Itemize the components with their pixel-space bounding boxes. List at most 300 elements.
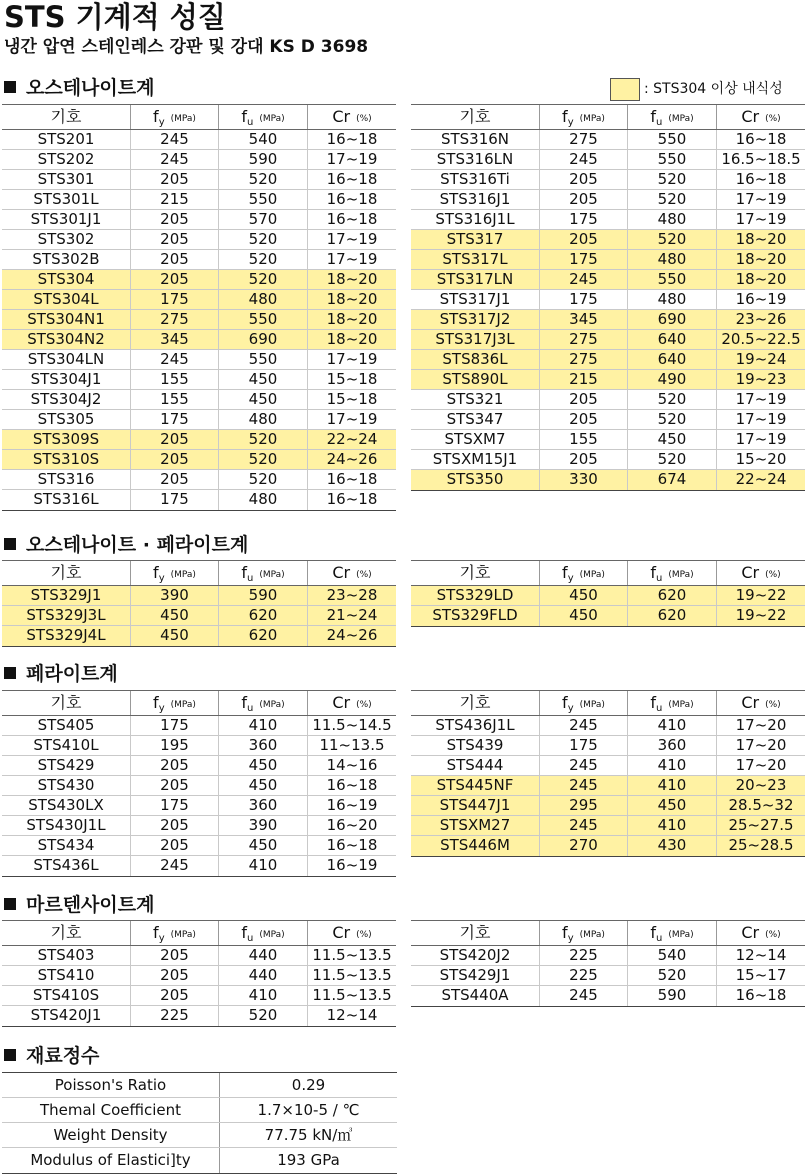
table-row (411, 370, 805, 390)
cell-fu: 480 (627, 250, 716, 269)
table-row (411, 150, 805, 170)
table-row (411, 390, 805, 410)
cell-symbol: STS329J1 (30, 586, 102, 604)
cell-symbol: STS420J1 (30, 1006, 102, 1024)
table-duplex-left (2, 560, 396, 647)
cell-cr: 20.5~22.5 (716, 330, 805, 349)
header-cr-label: Cr (741, 563, 760, 582)
cell-cr: 16~18 (307, 170, 396, 189)
cell-fy: 450 (130, 606, 218, 625)
cell-fu: 674 (627, 470, 716, 490)
cell-symbol: STS405 (37, 716, 95, 734)
header-fy (539, 691, 627, 715)
table-row (2, 946, 396, 966)
header-fu-subscript: u (655, 573, 663, 584)
cell-fu: 450 (218, 756, 307, 775)
cell-fy: 390 (130, 586, 218, 605)
cell-fy: 175 (539, 736, 627, 755)
table-row (2, 470, 396, 490)
cell-cr: 17~19 (307, 410, 396, 429)
cell-fu: 410 (218, 986, 307, 1005)
cell-symbol: STS347 (446, 410, 504, 428)
cell-symbol: STS317LN (436, 270, 514, 288)
cell-cr: 16~18 (716, 170, 805, 189)
header-fu-symbol: f (241, 693, 247, 712)
cell-cr: 12~14 (307, 1006, 396, 1026)
header-symbol: 기호 (50, 563, 82, 582)
cell-fy: 450 (130, 626, 218, 646)
table-header-row (411, 691, 805, 716)
cell-fu: 480 (218, 290, 307, 309)
header-fy-unit: (MPa) (170, 930, 196, 940)
cell-fy: 245 (539, 270, 627, 289)
cell-fy: 195 (130, 736, 218, 755)
header-fu-symbol: f (650, 563, 656, 582)
header-cr (716, 921, 805, 945)
cell-cr: 18~20 (307, 270, 396, 289)
table-row (2, 490, 396, 510)
cell-symbol: STS430J1L (26, 816, 106, 834)
header-symbol: 기호 (50, 693, 82, 712)
cell-fy: 245 (539, 150, 627, 169)
cell-cr: 19~22 (716, 606, 805, 626)
cell-fy: 205 (130, 946, 218, 965)
table-header-row (2, 921, 396, 946)
cell-symbol: STS305 (37, 410, 95, 428)
cell-fy: 205 (130, 230, 218, 249)
table-row (2, 586, 396, 606)
constant-label: Modulus of Elastici]ty (2, 1148, 220, 1173)
cell-cr: 17~19 (307, 150, 396, 169)
cell-symbol: STS321 (446, 390, 504, 408)
header-fy-symbol: f (153, 923, 159, 942)
cell-fu: 640 (627, 330, 716, 349)
header-fy-symbol: f (153, 693, 159, 712)
cell-fy: 175 (130, 796, 218, 815)
cell-symbol: STSXM27 (439, 816, 511, 834)
cell-fu: 640 (627, 350, 716, 369)
cell-fu: 520 (218, 250, 307, 269)
table-row (2, 626, 396, 646)
cell-symbol: STS304 (37, 270, 95, 288)
cell-symbol: STS447J1 (439, 796, 511, 814)
header-fy (539, 561, 627, 585)
header-fy (130, 561, 218, 585)
cell-cr: 19~23 (716, 370, 805, 389)
constant-value: 1.7×10-5 / ℃ (257, 1101, 360, 1119)
cell-symbol: STS316J1L (435, 210, 515, 228)
cell-cr: 16~18 (307, 190, 396, 209)
table-row (2, 390, 396, 410)
header-fy (130, 105, 218, 129)
cell-fy: 450 (539, 606, 627, 626)
cell-symbol: STS201 (37, 130, 95, 148)
cell-fu: 520 (218, 170, 307, 189)
cell-symbol: STS316L (33, 490, 99, 508)
cell-symbol: STS317J3L (435, 330, 515, 348)
cell-symbol: STS317 (446, 230, 504, 248)
cell-cr: 17~20 (716, 716, 805, 735)
cell-cr: 20~23 (716, 776, 805, 795)
cell-symbol: STS446M (440, 836, 510, 854)
cell-fy: 205 (130, 776, 218, 795)
header-fy-subscript: y (567, 117, 574, 128)
cell-symbol: STS420J2 (439, 946, 511, 964)
cell-symbol: STS317J1 (439, 290, 511, 308)
cell-symbol: STS890L (442, 370, 508, 388)
cell-fu: 590 (218, 586, 307, 605)
cell-fu: 620 (627, 606, 716, 626)
cell-fu: 590 (627, 986, 716, 1006)
table-row (411, 210, 805, 230)
cell-symbol: STS316N (440, 130, 510, 148)
table-row (2, 1006, 396, 1026)
cell-cr: 16~18 (716, 986, 805, 1006)
cell-fy: 175 (539, 250, 627, 269)
cell-cr: 11~13.5 (307, 736, 396, 755)
cell-fy: 175 (130, 490, 218, 510)
header-cr (307, 921, 396, 945)
table-row (2, 606, 396, 626)
cell-fu: 450 (218, 370, 307, 389)
table-header-row (2, 561, 396, 586)
cell-fy: 155 (539, 430, 627, 449)
table-row (2, 150, 396, 170)
table-row (411, 756, 805, 776)
cell-cr: 17~19 (716, 210, 805, 229)
cell-fu: 550 (627, 270, 716, 289)
table-row (2, 450, 396, 470)
header-symbol: 기호 (459, 563, 491, 582)
table-row (2, 736, 396, 756)
cell-fy: 275 (539, 130, 627, 149)
table-header-row (2, 105, 396, 130)
cell-symbol: STS430LX (28, 796, 104, 814)
header-cr-unit: (%) (356, 114, 372, 124)
cell-symbol: STS429J1 (439, 966, 511, 984)
cell-symbol: STS316 (37, 470, 95, 488)
cell-symbol: STS430 (37, 776, 95, 794)
table-row (2, 756, 396, 776)
cell-fy: 275 (539, 330, 627, 349)
header-symbol: 기호 (459, 107, 491, 126)
table-duplex-right (411, 560, 805, 627)
cell-fu: 410 (627, 756, 716, 775)
header-fy (539, 921, 627, 945)
cell-cr: 24~26 (307, 626, 396, 646)
cell-symbol: STS302B (32, 250, 100, 268)
cell-fu: 540 (627, 946, 716, 965)
header-fu-unit: (MPa) (668, 570, 694, 580)
cell-fu: 620 (218, 606, 307, 625)
cell-symbol: STS329J4L (26, 626, 106, 644)
cell-fy: 205 (539, 410, 627, 429)
cell-symbol: STS439 (446, 736, 504, 754)
table-martensite-left (2, 920, 396, 1027)
header-fu-unit: (MPa) (668, 114, 694, 124)
table-row (2, 966, 396, 986)
cell-fy: 225 (539, 966, 627, 985)
table-header-row (411, 921, 805, 946)
table-row (411, 130, 805, 150)
cell-fy: 245 (539, 776, 627, 795)
header-fu-subscript: u (246, 933, 254, 944)
cell-fu: 520 (218, 450, 307, 469)
cell-fy: 205 (130, 170, 218, 189)
highlight-legend (610, 76, 783, 102)
cell-cr: 23~26 (716, 310, 805, 329)
cell-fu: 520 (627, 410, 716, 429)
header-fy-subscript: y (567, 933, 574, 944)
cell-cr: 15~18 (307, 370, 396, 389)
cell-cr: 17~19 (716, 190, 805, 209)
cell-symbol: STS317J2 (439, 310, 511, 328)
cell-symbol: STS436J1L (435, 716, 515, 734)
table-ferrite-right (411, 690, 805, 857)
cell-cr: 19~22 (716, 586, 805, 605)
table-row (411, 190, 805, 210)
header-fu-symbol: f (241, 107, 247, 126)
header-fu-subscript: u (655, 117, 663, 128)
table-row (2, 270, 396, 290)
cell-fu: 550 (627, 130, 716, 149)
header-fy-unit: (MPa) (579, 930, 605, 940)
cell-cr: 16~19 (307, 856, 396, 876)
cell-symbol: STS302 (37, 230, 95, 248)
table-constants (2, 1072, 397, 1174)
header-fu-symbol: f (650, 693, 656, 712)
header-fu (627, 691, 716, 715)
cell-symbol: STS329FLD (432, 606, 518, 624)
header-cr-label: Cr (332, 563, 351, 582)
cell-symbol: STS410S (32, 986, 100, 1004)
cell-fy: 245 (539, 986, 627, 1006)
header-symbol: 기호 (50, 923, 82, 942)
constant-row (2, 1148, 397, 1173)
cell-fu: 550 (218, 350, 307, 369)
cell-symbol: STS316J1 (439, 190, 511, 208)
table-row (411, 250, 805, 270)
cell-fy: 205 (539, 170, 627, 189)
section-martensite: 마르텐사이트계 (4, 893, 154, 917)
table-header-row (2, 691, 396, 716)
cell-symbol: STS304N2 (27, 330, 105, 348)
cell-fu: 440 (218, 946, 307, 965)
cell-fu: 440 (218, 966, 307, 985)
table-header-row (411, 561, 805, 586)
table-row (2, 290, 396, 310)
cell-fy: 205 (130, 986, 218, 1005)
cell-fu: 360 (218, 736, 307, 755)
cell-fu: 520 (218, 430, 307, 449)
header-fy-subscript: y (158, 933, 165, 944)
highlight-swatch (610, 78, 640, 101)
cell-fu: 390 (218, 816, 307, 835)
header-fu-subscript: u (246, 117, 254, 128)
header-cr-unit: (%) (356, 930, 372, 940)
cell-symbol: STS304J2 (30, 390, 102, 408)
table-row (411, 586, 805, 606)
header-cr-label: Cr (332, 107, 351, 126)
cell-fu: 520 (218, 470, 307, 489)
table-row (2, 190, 396, 210)
header-cr-unit: (%) (765, 700, 781, 710)
cell-cr: 16~18 (307, 130, 396, 149)
cell-symbol: STSXM15J1 (432, 450, 518, 468)
header-cr (716, 691, 805, 715)
cell-cr: 16.5~18.5 (716, 150, 805, 169)
table-martensite-right (411, 920, 805, 1007)
table-row (411, 946, 805, 966)
cell-cr: 16~19 (716, 290, 805, 309)
cell-cr: 11.5~13.5 (307, 966, 396, 985)
cell-fu: 520 (627, 966, 716, 985)
cell-fy: 175 (130, 716, 218, 735)
header-fu-unit: (MPa) (259, 930, 285, 940)
bullet-square-icon (4, 898, 16, 910)
cell-cr: 18~20 (307, 310, 396, 329)
cell-fu: 450 (627, 430, 716, 449)
cell-symbol: STS436L (33, 856, 99, 874)
header-fu-subscript: u (246, 703, 254, 714)
table-austenite-left (2, 104, 396, 511)
cell-fu: 480 (627, 290, 716, 309)
cell-fu: 690 (627, 310, 716, 329)
header-fy-unit: (MPa) (170, 570, 196, 580)
cell-fy: 225 (130, 1006, 218, 1026)
cell-fy: 270 (539, 836, 627, 856)
cell-fy: 345 (130, 330, 218, 349)
cell-fu: 450 (218, 776, 307, 795)
cell-fy: 205 (130, 430, 218, 449)
section-duplex: 오스테나이트 · 페라이트계 (4, 533, 248, 557)
cell-symbol: STS304J1 (30, 370, 102, 388)
cell-cr: 18~20 (716, 270, 805, 289)
table-row (411, 606, 805, 626)
bullet-square-icon (4, 81, 16, 93)
cell-fy: 275 (539, 350, 627, 369)
cell-symbol: STS836L (442, 350, 508, 368)
cell-cr: 14~16 (307, 756, 396, 775)
cell-symbol: STS445NF (436, 776, 514, 794)
header-fy (539, 105, 627, 129)
header-cr-unit: (%) (765, 114, 781, 124)
cell-fu: 410 (218, 716, 307, 735)
cell-fy: 155 (130, 390, 218, 409)
header-cr (716, 561, 805, 585)
cell-fy: 245 (130, 856, 218, 876)
cell-fy: 245 (539, 816, 627, 835)
cell-fu: 410 (627, 716, 716, 735)
header-cr-label: Cr (332, 923, 351, 942)
cell-fu: 520 (627, 450, 716, 469)
cell-fy: 205 (130, 250, 218, 269)
header-cr-label: Cr (332, 693, 351, 712)
cell-symbol: STS444 (446, 756, 504, 774)
cell-cr: 15~17 (716, 966, 805, 985)
cell-cr: 15~18 (307, 390, 396, 409)
cell-cr: 11.5~13.5 (307, 946, 396, 965)
cell-symbol: STS329J3L (26, 606, 106, 624)
cell-fy: 275 (130, 310, 218, 329)
cell-symbol: STS316Ti (440, 170, 510, 188)
header-fy-unit: (MPa) (170, 114, 196, 124)
table-row (411, 796, 805, 816)
constant-value: 77.75 kN/㎥ (264, 1126, 353, 1144)
header-fy-symbol: f (562, 563, 568, 582)
cell-fu: 410 (627, 816, 716, 835)
table-row (411, 450, 805, 470)
cell-fy: 245 (130, 130, 218, 149)
constant-row (2, 1123, 397, 1148)
header-fy-subscript: y (158, 573, 165, 584)
constant-value: 0.29 (291, 1076, 326, 1094)
cell-fy: 205 (130, 270, 218, 289)
header-fu-subscript: u (655, 933, 663, 944)
cell-symbol: STSXM7 (444, 430, 506, 448)
cell-fu: 430 (627, 836, 716, 856)
bullet-square-icon (4, 1049, 16, 1061)
cell-fy: 215 (130, 190, 218, 209)
cell-cr: 15~20 (716, 450, 805, 469)
cell-fu: 520 (218, 230, 307, 249)
cell-cr: 16~18 (307, 210, 396, 229)
header-cr (307, 105, 396, 129)
table-row (411, 986, 805, 1006)
header-fy (130, 691, 218, 715)
cell-symbol: STS301J1 (30, 210, 102, 228)
cell-fu: 520 (218, 1006, 307, 1026)
cell-fy: 205 (539, 390, 627, 409)
header-fu-unit: (MPa) (259, 570, 285, 580)
header-cr-unit: (%) (765, 930, 781, 940)
cell-fu: 690 (218, 330, 307, 349)
bullet-square-icon (4, 538, 16, 550)
cell-fy: 205 (130, 816, 218, 835)
constant-row (2, 1073, 397, 1098)
cell-cr: 17~19 (307, 250, 396, 269)
cell-cr: 22~24 (307, 430, 396, 449)
cell-symbol: STS440A (441, 986, 509, 1004)
cell-cr: 17~19 (716, 410, 805, 429)
constant-value: 193 GPa (277, 1151, 340, 1169)
cell-cr: 17~19 (716, 430, 805, 449)
cell-fu: 450 (218, 390, 307, 409)
header-cr (716, 105, 805, 129)
cell-fy: 225 (539, 946, 627, 965)
cell-cr: 17~19 (307, 230, 396, 249)
table-ferrite-left (2, 690, 396, 877)
table-row (411, 350, 805, 370)
cell-symbol: STS317L (442, 250, 508, 268)
header-cr (307, 691, 396, 715)
table-header-row (411, 105, 805, 130)
cell-fu: 360 (627, 736, 716, 755)
cell-cr: 18~20 (716, 230, 805, 249)
cell-cr: 21~24 (307, 606, 396, 625)
table-row (2, 310, 396, 330)
cell-symbol: STS301 (37, 170, 95, 188)
cell-fu: 520 (627, 390, 716, 409)
cell-symbol: STS410L (33, 736, 99, 754)
cell-cr: 11.5~13.5 (307, 986, 396, 1005)
header-symbol: 기호 (459, 923, 491, 942)
table-row (411, 816, 805, 836)
table-row (2, 410, 396, 430)
cell-symbol: STS309S (32, 430, 100, 448)
header-fy-symbol: f (153, 563, 159, 582)
table-row (411, 230, 805, 250)
